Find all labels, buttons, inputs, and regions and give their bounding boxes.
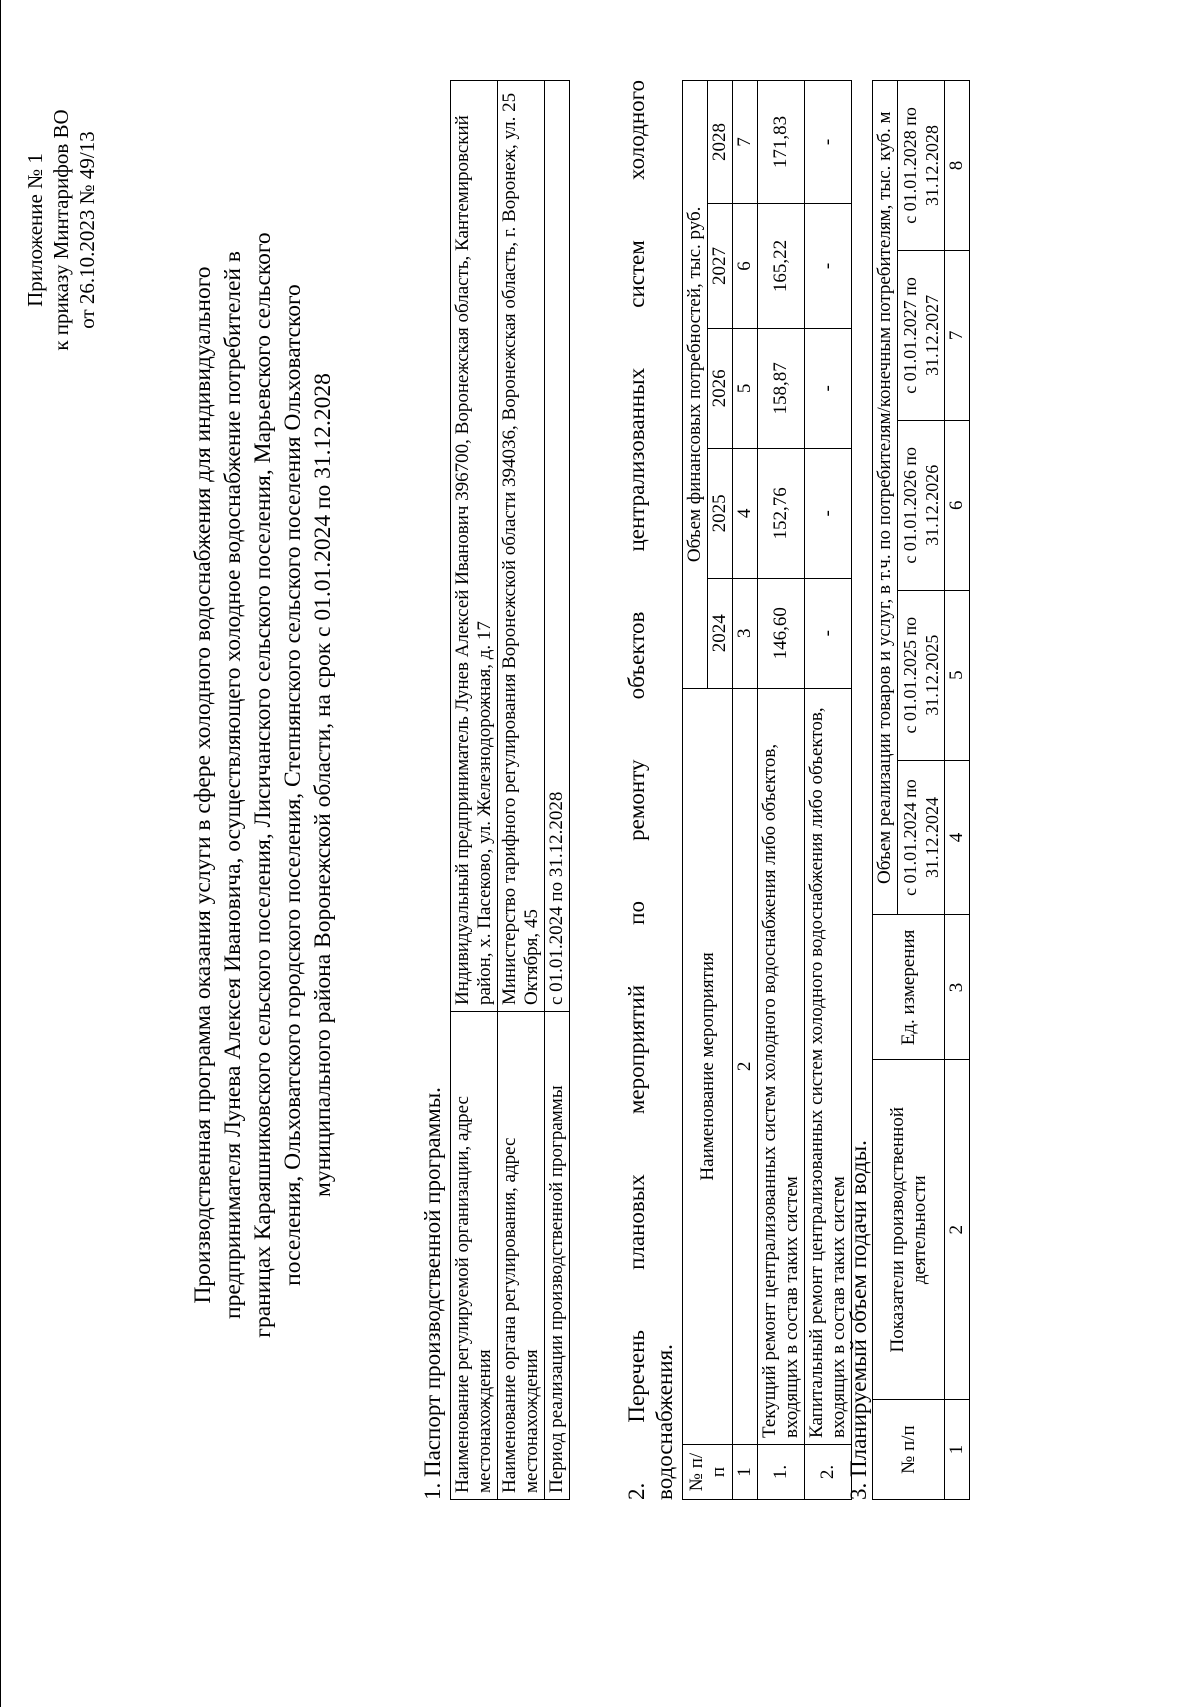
col-group-header: Объем финансовых потребностей, тыс. руб.	[683, 81, 708, 689]
column-number: 6	[733, 203, 758, 328]
period-header: с 01.01.2026 по 31.12.2026	[898, 420, 945, 590]
document-title	[188, 80, 338, 1490]
measure-name: Текущий ремонт централизованных систем холодного водоснабжения либо объектов, входящих в состав таких систем	[758, 688, 805, 1444]
measures-heading-continuation: водоснабжения.	[652, 1344, 677, 1500]
title-line: муниципального района Воронежской области, на срок с 01.01.2024 по 31.12.2028	[310, 373, 336, 1197]
period-header: с 01.01.2024 по 31.12.2024	[898, 760, 945, 915]
row-number: 1.	[758, 1445, 805, 1500]
column-number: 6	[945, 420, 970, 590]
table-row	[545, 81, 570, 1500]
measure-value: 152,76	[758, 448, 805, 578]
year-header: 2026	[708, 328, 733, 448]
year-header: 2024	[708, 578, 733, 688]
column-number: 3	[733, 578, 758, 688]
col-name-header: Наименование мероприятия	[683, 688, 733, 1444]
passport-value: Индивидуальный предприниматель Лунев Алексей Иванович 396700, Воронежская область, Кантемировский район, х. Пасеково, ул. Железнодорожная, д. 17	[451, 81, 498, 1012]
period-header: с 01.01.2025 по 31.12.2025	[898, 590, 945, 760]
measure-name: Капитальный ремонт централизованных систем холодного водоснабжения либо объектов, входящих в состав таких систем	[805, 688, 852, 1444]
column-number: 8	[945, 81, 970, 251]
passport-value: Министерство тарифного регулирования Воронежской области 394036, Воронежская область, г. Воронеж, ул. 25 Октября, 45	[498, 81, 545, 1012]
rotated-document	[10, 10, 1200, 1560]
approval-line-2: к приказу Минтарифов ВО	[49, 109, 73, 351]
volume-heading: 3. Планируемый объем подачи воды.	[846, 1140, 871, 1500]
title-line: предпринимателя Лунева Алексея Ивановича, осуществляющего холодное водоснабжение потребителей в	[220, 251, 246, 1319]
col-unit-header: Ед. измерения	[873, 915, 945, 1060]
table-row	[758, 81, 805, 1500]
column-number-row	[945, 81, 970, 1500]
year-header: 2028	[708, 81, 733, 204]
column-number: 2	[733, 688, 758, 1444]
passport-heading: 1. Паспорт производственной программы.	[420, 1087, 445, 1500]
col-no-header: № п/п	[683, 1445, 733, 1500]
approval-stamp	[22, 30, 100, 430]
approval-line-3: от 26.10.2023 № 49/13	[75, 131, 99, 329]
year-header: 2027	[708, 203, 733, 328]
col-indicators-header: Показатели производственной деятельности	[873, 1060, 945, 1400]
column-number: 2	[945, 1060, 970, 1400]
measures-heading: 2. Перечень плановых мероприятий по ремонту объектов централизованных систем холодного	[624, 80, 649, 1500]
passport-value: с 01.01.2024 по 31.12.2028	[545, 81, 570, 1012]
column-number: 1	[733, 1445, 758, 1500]
table-row	[805, 81, 852, 1500]
volume-table	[872, 80, 970, 1500]
measures-table	[682, 80, 852, 1500]
column-number: 1	[945, 1400, 970, 1500]
measure-value: -	[805, 203, 852, 328]
row-number: 2.	[805, 1445, 852, 1500]
period-header: с 01.01.2028 по 31.12.2028	[898, 81, 945, 251]
measure-value: -	[805, 81, 852, 204]
table-header-row	[873, 81, 898, 1500]
table-header-row	[683, 81, 708, 1500]
table-row	[451, 81, 498, 1500]
measure-value: -	[805, 448, 852, 578]
measure-value: -	[805, 328, 852, 448]
year-header: 2025	[708, 448, 733, 578]
period-header: с 01.01.2027 по 31.12.2027	[898, 250, 945, 420]
col-group-header: Объем реализации товаров и услуг, в т.ч. по потребителям/конечным потребителям, тыс. куб. м	[873, 81, 898, 915]
measure-value: -	[805, 578, 852, 688]
column-number: 7	[945, 250, 970, 420]
column-number: 4	[945, 760, 970, 915]
approval-line-1: Приложение № 1	[23, 153, 47, 307]
col-no-header: № п/п	[873, 1400, 945, 1500]
column-number-row	[733, 81, 758, 1500]
passport-label: Период реализации производственной программы	[545, 1012, 570, 1500]
passport-label: Наименование регулируемой организации, адрес местонахождения	[451, 1012, 498, 1500]
column-number: 4	[733, 448, 758, 578]
column-number: 7	[733, 81, 758, 204]
passport-label: Наименование органа регулирования, адрес местонахождения	[498, 1012, 545, 1500]
table-row	[498, 81, 545, 1500]
title-line: границах Караяшниковского сельского поселения, Лисичанского сельского поселения, Марьевского сельского	[250, 232, 276, 1338]
title-line: Производственная программа оказания услуги в сфере холодного водоснабжения для индивидуального	[190, 266, 216, 1304]
measure-value: 165,22	[758, 203, 805, 328]
measure-value: 146,60	[758, 578, 805, 688]
column-number: 5	[733, 328, 758, 448]
column-number: 3	[945, 915, 970, 1060]
passport-table	[450, 80, 570, 1500]
measure-value: 171,83	[758, 81, 805, 204]
column-number: 5	[945, 590, 970, 760]
title-line: поселения, Ольховатского городского поселения, Степнянского сельского поселения Ольховатского	[280, 284, 306, 1286]
measure-value: 158,87	[758, 328, 805, 448]
